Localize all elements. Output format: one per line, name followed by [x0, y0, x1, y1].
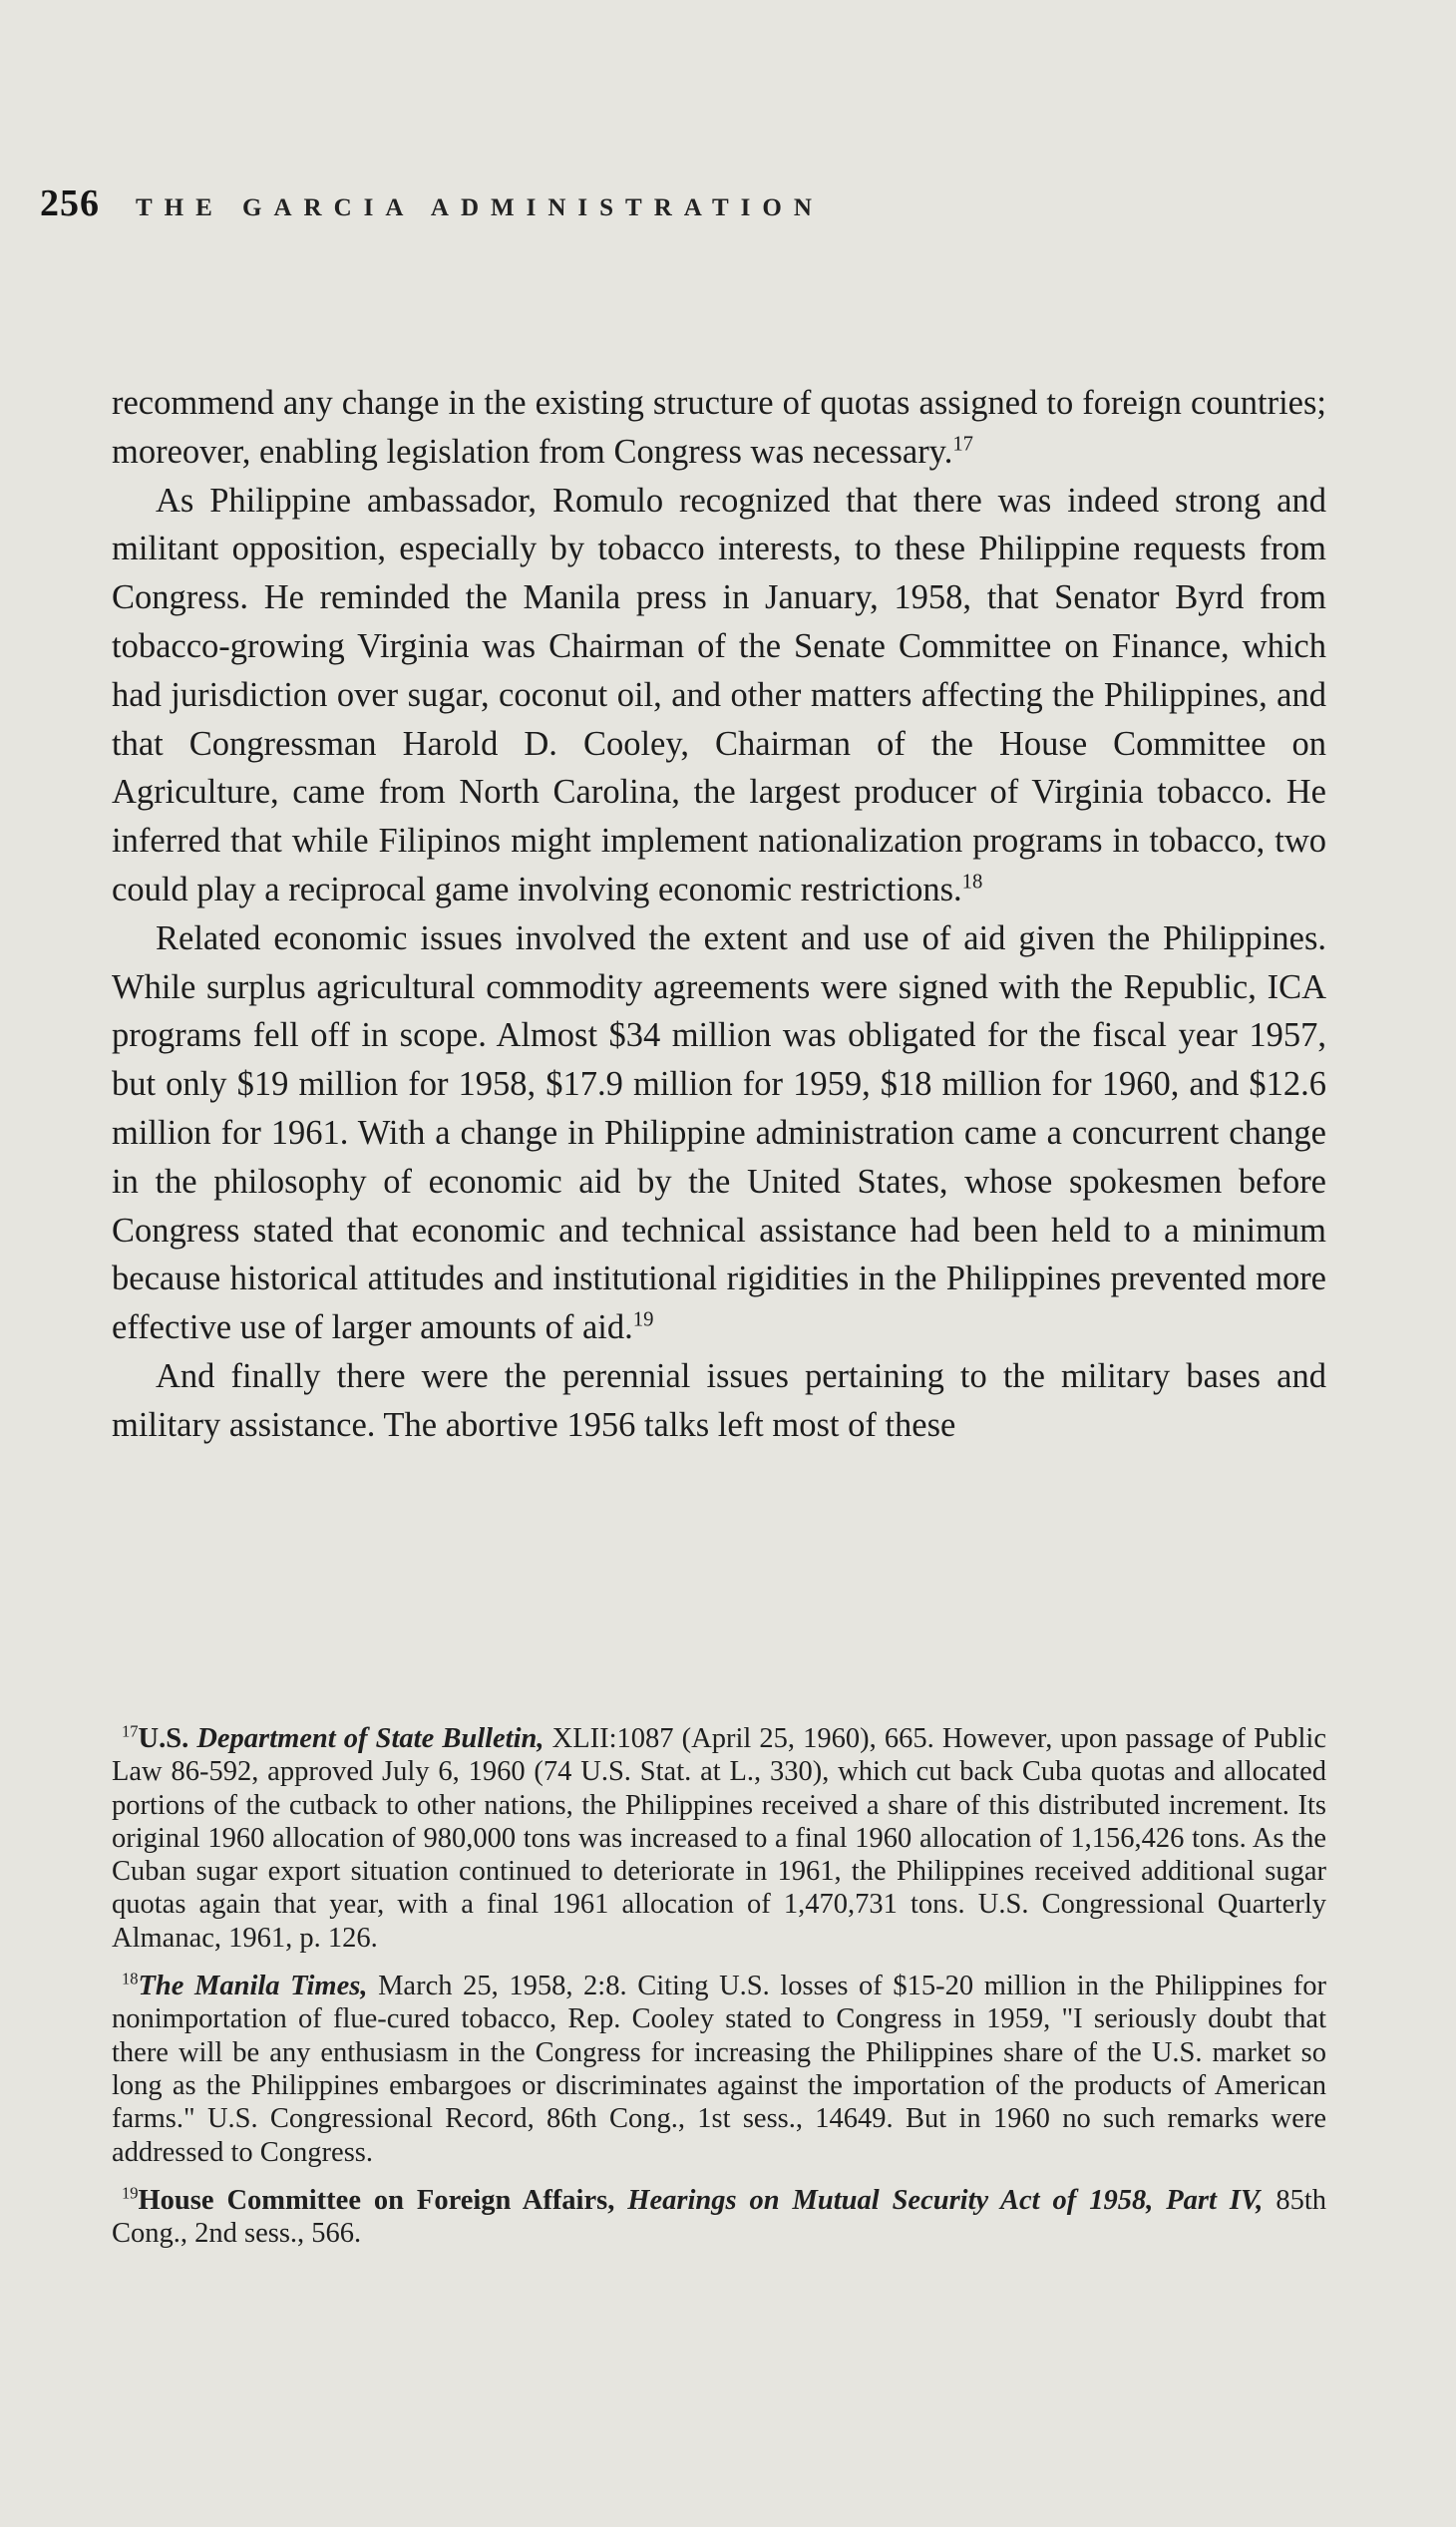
footnote-number: 19	[122, 2183, 139, 2203]
footnote-17	[112, 1722, 1326, 1955]
footnote-19	[112, 2184, 1326, 2251]
paragraph	[112, 379, 1326, 477]
main-text	[112, 379, 1326, 1450]
page-number: 256	[40, 182, 100, 224]
footnote-source-title: Hearings on Mutual Security Act of 1958, Part IV,	[627, 2184, 1264, 2216]
footnote-ref: 18	[961, 871, 983, 894]
footnote-text: XLII:1087 (April 25, 1960), 665. However, upon passage of Public Law 86-592, approved July 6, 1960 (74 U.S. Stat. at L., 330), which cut back Cuba quotas and allocated portions of the cutback to other nations, the Philippines received a share of this distributed increment. Its original 1960 allocation of 980,000 tons was increased to a final 1960 allocation of 1,156,426 tons. As the Cuban sugar export situation continued to deteriorate in 1961, the Philippines received additional sugar quotas again that year, with a final 1961 allocation of 1,470,731 tons. U.S. Congressional Quarterly Almanac, 1961, p. 126.	[112, 1723, 1327, 1954]
footnote-text: March 25, 1958, 2:8. Citing U.S. losses of $15-20 million in the Philippines for nonimportation of flue-cured tobacco, Rep. Cooley stated to Congress in 1959, "I seriously doubt that there will be any enthusiasm in the Congress for increasing the Philippines share of the U.S. market so long as the Philippines embargoes or discriminates against the importation of the products of American farms." U.S. Congressional Record, 86th Cong., 1st sess., 14649. But in 1960 no such remarks were addressed to Congress.	[112, 1971, 1327, 2168]
footnote-number: 17	[122, 1721, 139, 1741]
paragraph-text: As Philippine ambassador, Romulo recognized that there was indeed strong and militant opposition, especially by tobacco interests, to these Philippine requests from Congress. He reminded the Manila press in January, 1958, that Senator Byrd from tobacco-growing Virginia was Chairman of the Senate Committee on Finance, which had jurisdiction over sugar, coconut oil, and other matters affecting the Philippines, and that Congressman Harold D. Cooley, Chairman of the House Committee on Agriculture, came from North Carolina, the largest producer of Virginia tobacco. He inferred that while Filipinos might implement nationalization programs in tobacco, two could play a reciprocal game involving economic restrictions.	[112, 481, 1326, 908]
running-head	[40, 181, 824, 225]
paragraph	[112, 477, 1326, 914]
footnote-source-title: The Manila Times,	[138, 1971, 368, 2002]
paragraph-text: And finally there were the perennial issues pertaining to the military bases and military assistance. The abortive 1956 talks left most of these	[112, 1356, 1326, 1444]
footnote-source-title: Department of State Bulletin,	[196, 1723, 545, 1754]
footnote-ref: 19	[632, 1308, 654, 1331]
footnote-source: U.S.	[138, 1723, 189, 1754]
paragraph	[112, 1352, 1326, 1450]
footnote-text: 85th Cong., 2nd sess., 566.	[112, 2184, 1327, 2250]
footnote-number: 18	[122, 1969, 139, 1988]
footnote-ref: 17	[952, 433, 974, 456]
paragraph-text: Related economic issues involved the extent and use of aid given the Philippines. While surplus agricultural commodity agreements were signed with the Republic, ICA programs fell off in scope. Almost $34 million was obligated for the fiscal year 1957, but only $19 million for 1958, $17.9 million for 1959, $18 million for 1960, and $12.6 million for 1961. With a change in Philippine administration came a concurrent change in the philosophy of economic aid by the United States, whose spokesmen before Congress stated that economic and technical assistance had been held to a minimum because historical attitudes and institutional rigidities in the Philippines prevented more effective use of larger amounts of aid.	[112, 918, 1326, 1347]
footnote-source: House Committee on Foreign Affairs,	[138, 2184, 615, 2216]
paragraph	[112, 914, 1326, 1352]
footnotes	[112, 1722, 1326, 2265]
paragraph-text: recommend any change in the existing structure of quotas assigned to foreign countries; moreover, enabling legislation from Congress was necessary.	[112, 384, 1326, 471]
running-title: THE GARCIA ADMINISTRATION	[136, 194, 824, 221]
footnote-18	[112, 1970, 1326, 2169]
